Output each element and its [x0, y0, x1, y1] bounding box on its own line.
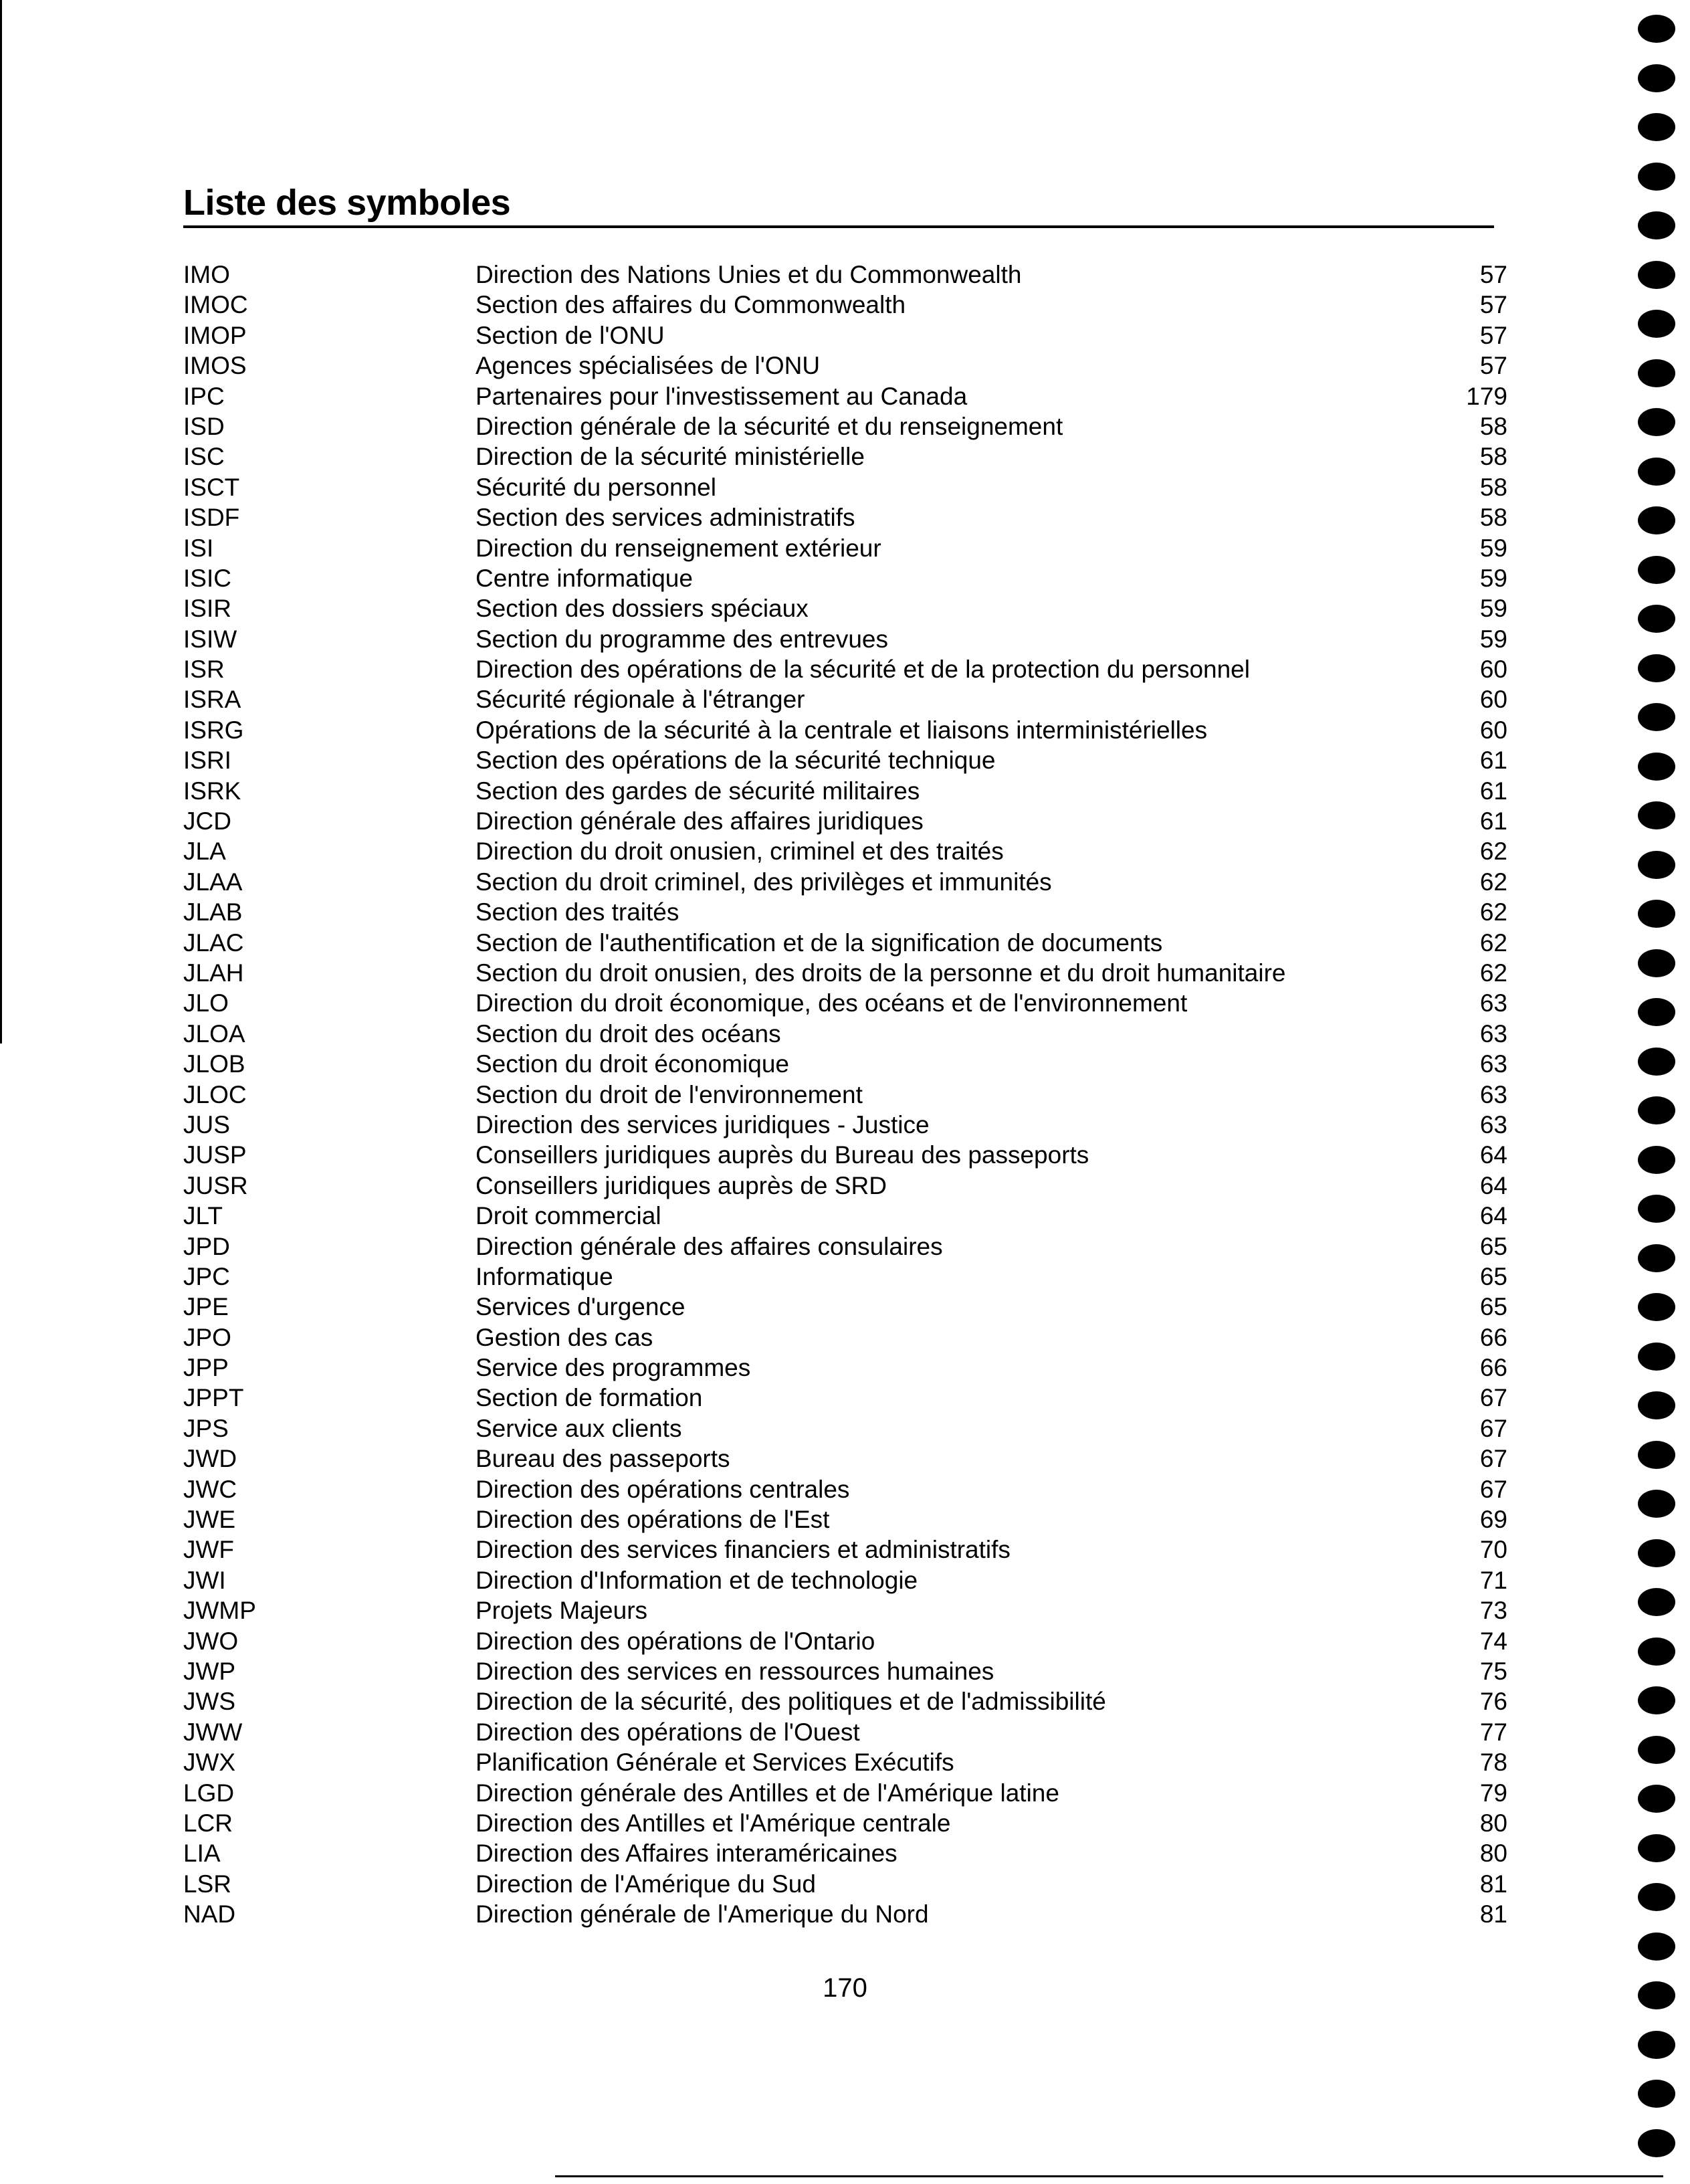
binding-hole	[1638, 15, 1675, 43]
list-item	[183, 381, 1507, 411]
symbol-page: 58	[1479, 443, 1507, 471]
list-item	[183, 1595, 1507, 1625]
symbol-description: Section des services administratifs	[476, 504, 855, 532]
binding-hole	[1638, 753, 1675, 781]
symbol-description: Section du droit économique	[476, 1050, 789, 1078]
symbol-description: Direction générale de la sécurité et du renseignement	[476, 412, 1063, 440]
list-item	[183, 563, 1507, 593]
symbol-code: JWE	[183, 1506, 236, 1534]
binding-hole	[1638, 458, 1675, 486]
list-item	[183, 1747, 1507, 1777]
page-left-edge	[0, 0, 2, 1044]
list-item	[183, 958, 1507, 988]
binding-hole	[1638, 113, 1675, 141]
symbol-description: Service des programmes	[476, 1354, 751, 1382]
symbol-page: 179	[1466, 382, 1507, 410]
symbol-page: 59	[1479, 625, 1507, 653]
list-item	[183, 1383, 1507, 1413]
binding-hole	[1638, 1490, 1675, 1518]
symbol-code: ISR	[183, 656, 225, 684]
symbol-description: Planification Générale et Services Exécutifs	[476, 1749, 954, 1777]
symbol-description: Direction des opérations de l'Ouest	[476, 1718, 860, 1746]
list-item	[183, 1201, 1507, 1231]
list-item	[183, 1717, 1507, 1747]
binding-hole	[1638, 1096, 1675, 1124]
symbol-page: 59	[1479, 595, 1507, 623]
symbol-code: IMOS	[183, 352, 247, 380]
binding-hole	[1638, 998, 1675, 1026]
symbol-description: Direction générale des affaires juridiques	[476, 807, 924, 835]
symbol-code: JWC	[183, 1475, 237, 1503]
binding-hole	[1638, 1981, 1675, 2009]
page-number: 170	[823, 1973, 867, 2003]
symbol-page: 81	[1479, 1900, 1507, 1928]
symbol-page: 66	[1479, 1323, 1507, 1351]
list-item	[183, 1656, 1507, 1686]
symbol-description: Partenaires pour l'investissement au Canada	[476, 382, 968, 410]
symbol-description: Projets Majeurs	[476, 1597, 648, 1625]
symbol-description: Sécurité du personnel	[476, 473, 716, 501]
binding-hole	[1638, 605, 1675, 633]
symbol-description: Section du programme des entrevues	[476, 625, 889, 653]
symbol-page: 62	[1479, 898, 1507, 926]
list-item	[183, 441, 1507, 472]
symbol-page: 79	[1479, 1779, 1507, 1807]
symbol-code: JLOC	[183, 1080, 247, 1108]
symbol-description: Sécurité régionale à l'étranger	[476, 686, 805, 714]
symbol-page: 58	[1479, 412, 1507, 440]
symbol-page: 57	[1479, 261, 1507, 288]
binding-hole	[1638, 1244, 1675, 1272]
symbol-code: JUSR	[183, 1171, 248, 1199]
binding-hole	[1638, 1195, 1675, 1223]
symbol-page: 63	[1479, 989, 1507, 1017]
symbol-code: IMOP	[183, 321, 247, 349]
list-item	[183, 1110, 1507, 1140]
symbol-code: JLA	[183, 837, 226, 866]
symbol-code: JLOA	[183, 1019, 245, 1048]
symbol-page: 65	[1479, 1262, 1507, 1290]
symbol-description: Section du droit des océans	[476, 1019, 781, 1048]
list-item	[183, 836, 1507, 866]
symbol-code: JLOB	[183, 1050, 245, 1078]
symbol-description: Gestion des cas	[476, 1323, 653, 1351]
symbol-page: 67	[1479, 1414, 1507, 1442]
symbol-description: Conseillers juridiques auprès du Bureau des passeports	[476, 1141, 1089, 1169]
symbol-page: 58	[1479, 473, 1507, 501]
symbol-description: Bureau des passeports	[476, 1445, 730, 1473]
list-item	[183, 654, 1507, 684]
symbol-code: JLT	[183, 1202, 223, 1230]
symbol-description: Direction d'Information et de technologie	[476, 1566, 918, 1594]
symbol-description: Direction des opérations de l'Ontario	[476, 1627, 875, 1655]
symbol-page: 74	[1479, 1627, 1507, 1655]
symbol-description: Opérations de la sécurité à la centrale et liaisons interministérielles	[476, 716, 1208, 744]
symbol-page: 63	[1479, 1110, 1507, 1138]
binding-hole	[1638, 64, 1675, 92]
symbol-page: 75	[1479, 1657, 1507, 1685]
binding-hole	[1638, 1343, 1675, 1371]
symbol-list	[183, 260, 1507, 1929]
symbol-description: Section des affaires du Commonwealth	[476, 291, 906, 319]
symbol-page: 59	[1479, 564, 1507, 592]
symbol-description: Section de l'authentification et de la signification de documents	[476, 928, 1163, 957]
symbol-description: Section de l'ONU	[476, 321, 665, 349]
symbol-code: IPC	[183, 382, 225, 410]
symbol-code: ISI	[183, 534, 214, 562]
symbol-description: Informatique	[476, 1262, 613, 1290]
symbol-code: JCD	[183, 807, 231, 835]
binding-hole	[1638, 1834, 1675, 1862]
symbol-code: JPP	[183, 1354, 229, 1382]
symbol-description: Direction du droit onusien, criminel et des traités	[476, 837, 1004, 866]
symbol-page: 78	[1479, 1749, 1507, 1777]
binding-hole	[1638, 1441, 1675, 1469]
symbol-page: 71	[1479, 1566, 1507, 1594]
symbol-page: 62	[1479, 928, 1507, 957]
binding-hole	[1638, 801, 1675, 829]
symbol-code: LIA	[183, 1840, 221, 1868]
binding-hole	[1638, 851, 1675, 879]
symbol-description: Section des dossiers spéciaux	[476, 595, 809, 623]
symbol-description: Direction du droit économique, des océans et de l'environnement	[476, 989, 1188, 1017]
symbol-code: ISIC	[183, 564, 231, 592]
symbol-code: JUS	[183, 1110, 230, 1138]
symbol-description: Direction des services en ressources humaines	[476, 1657, 994, 1685]
symbol-code: ISD	[183, 412, 225, 440]
symbol-page: 57	[1479, 321, 1507, 349]
symbol-code: JWI	[183, 1566, 226, 1594]
symbol-description: Section du droit onusien, des droits de la personne et du droit humanitaire	[476, 959, 1286, 987]
symbol-code: LSR	[183, 1870, 231, 1898]
symbol-code: JWMP	[183, 1597, 256, 1625]
symbol-description: Direction des opérations de la sécurité et de la protection du personnel	[476, 656, 1250, 684]
list-item	[183, 1049, 1507, 1079]
binding-hole	[1638, 1736, 1675, 1764]
symbol-description: Direction de l'Amérique du Sud	[476, 1870, 816, 1898]
binding-hole	[1638, 556, 1675, 584]
symbol-page: 70	[1479, 1536, 1507, 1564]
symbol-code: IMOC	[183, 291, 248, 319]
symbol-code: ISC	[183, 443, 225, 471]
symbol-page: 57	[1479, 291, 1507, 319]
list-item	[183, 1808, 1507, 1838]
symbol-code: ISIW	[183, 625, 237, 653]
symbol-description: Services d'urgence	[476, 1293, 685, 1321]
list-item	[183, 1140, 1507, 1170]
list-item	[183, 867, 1507, 897]
symbol-description: Direction de la sécurité ministérielle	[476, 443, 865, 471]
symbol-code: JLAH	[183, 959, 244, 987]
symbol-description: Direction générale des Antilles et de l'Amérique latine	[476, 1779, 1059, 1807]
list-item	[183, 745, 1507, 775]
symbol-page: 59	[1479, 534, 1507, 562]
list-item	[183, 1353, 1507, 1383]
symbol-code: JLAA	[183, 868, 243, 896]
symbol-page: 81	[1479, 1870, 1507, 1898]
list-item	[183, 1565, 1507, 1595]
list-item	[183, 1838, 1507, 1868]
symbol-page: 66	[1479, 1354, 1507, 1382]
symbol-page: 57	[1479, 352, 1507, 380]
symbol-page: 60	[1479, 656, 1507, 684]
spiral-binding	[1638, 0, 1678, 2184]
binding-hole	[1638, 310, 1675, 338]
symbol-description: Direction des opérations centrales	[476, 1475, 850, 1503]
symbol-description: Section des gardes de sécurité militaires	[476, 777, 920, 805]
list-item	[183, 1899, 1507, 1929]
list-item	[183, 988, 1507, 1018]
list-item	[183, 928, 1507, 958]
symbol-page: 73	[1479, 1597, 1507, 1625]
symbol-description: Direction des services financiers et administratifs	[476, 1536, 1011, 1564]
binding-hole	[1638, 900, 1675, 928]
list-item	[183, 1231, 1507, 1262]
symbol-code: JWO	[183, 1627, 239, 1655]
symbol-description: Direction des Antilles et l'Amérique centrale	[476, 1809, 951, 1837]
symbol-code: JWP	[183, 1657, 236, 1685]
symbol-code: JWX	[183, 1749, 236, 1777]
binding-hole	[1638, 211, 1675, 239]
list-item	[183, 1474, 1507, 1504]
symbol-description: Direction générale des affaires consulaires	[476, 1232, 943, 1260]
symbol-code: JPS	[183, 1414, 229, 1442]
binding-hole	[1638, 2031, 1675, 2059]
binding-hole	[1638, 1048, 1675, 1076]
symbol-code: ISDF	[183, 504, 240, 532]
symbol-page: 63	[1479, 1080, 1507, 1108]
symbol-code: IMO	[183, 261, 230, 288]
symbol-code: JWF	[183, 1536, 235, 1564]
symbol-description: Conseillers juridiques auprès de SRD	[476, 1171, 887, 1199]
symbol-description: Section de formation	[476, 1384, 703, 1412]
binding-hole	[1638, 261, 1675, 289]
binding-hole	[1638, 654, 1675, 682]
symbol-description: Section du droit de l'environnement	[476, 1080, 863, 1108]
list-item	[183, 290, 1507, 320]
symbol-page: 65	[1479, 1293, 1507, 1321]
symbol-page: 61	[1479, 807, 1507, 835]
list-item	[183, 1413, 1507, 1444]
symbol-page: 69	[1479, 1506, 1507, 1534]
list-item	[183, 624, 1507, 654]
binding-hole	[1638, 1637, 1675, 1666]
binding-hole	[1638, 1588, 1675, 1616]
symbol-page: 76	[1479, 1688, 1507, 1716]
list-item	[183, 320, 1507, 351]
list-item	[183, 351, 1507, 381]
symbol-page: 58	[1479, 504, 1507, 532]
symbol-page: 67	[1479, 1475, 1507, 1503]
symbol-code: JPD	[183, 1232, 230, 1260]
binding-hole	[1638, 703, 1675, 731]
list-item	[183, 411, 1507, 441]
symbol-code: ISRK	[183, 777, 241, 805]
list-item	[183, 806, 1507, 836]
symbol-code: ISIR	[183, 595, 231, 623]
symbol-description: Direction des opérations de l'Est	[476, 1506, 830, 1534]
list-item	[183, 1444, 1507, 1474]
symbol-description: Section des opérations de la sécurité technique	[476, 747, 996, 775]
binding-hole	[1638, 1686, 1675, 1714]
binding-hole	[1638, 408, 1675, 436]
list-item	[183, 1080, 1507, 1110]
symbol-description: Section des traités	[476, 898, 679, 926]
symbol-page: 65	[1479, 1232, 1507, 1260]
binding-hole	[1638, 1932, 1675, 1961]
list-item	[183, 1686, 1507, 1716]
binding-hole	[1638, 949, 1675, 977]
list-item	[183, 1778, 1507, 1808]
symbol-page: 60	[1479, 716, 1507, 744]
list-item	[183, 1534, 1507, 1565]
symbol-description: Section du droit criminel, des privilèges et immunités	[476, 868, 1052, 896]
binding-hole	[1638, 1539, 1675, 1567]
binding-hole	[1638, 163, 1675, 191]
symbol-page: 63	[1479, 1050, 1507, 1078]
symbol-code: JWS	[183, 1688, 236, 1716]
symbol-code: LGD	[183, 1779, 235, 1807]
symbol-code: JPC	[183, 1262, 230, 1290]
symbol-code: JWW	[183, 1718, 243, 1746]
binding-hole	[1638, 359, 1675, 387]
binding-hole	[1638, 1883, 1675, 1911]
symbol-page: 64	[1479, 1171, 1507, 1199]
symbol-page: 62	[1479, 868, 1507, 896]
binding-hole	[1638, 506, 1675, 534]
binding-hole	[1638, 1146, 1675, 1174]
symbol-description: Direction générale de l'Amerique du Nord	[476, 1900, 929, 1928]
page-title: Liste des symboles	[183, 183, 511, 223]
symbol-description: Agences spécialisées de l'ONU	[476, 352, 821, 380]
symbol-description: Service aux clients	[476, 1414, 682, 1442]
symbol-code: ISRI	[183, 747, 231, 775]
list-item	[183, 502, 1507, 532]
symbol-code: JUSP	[183, 1141, 247, 1169]
symbol-description: Direction des services juridiques - Justice	[476, 1110, 930, 1138]
list-item	[183, 684, 1507, 714]
symbol-page: 62	[1479, 959, 1507, 987]
list-item	[183, 1626, 1507, 1656]
list-item	[183, 260, 1507, 290]
symbol-code: JLO	[183, 989, 229, 1017]
symbol-description: Direction des Nations Unies et du Commonwealth	[476, 261, 1022, 288]
list-item	[183, 1292, 1507, 1322]
symbol-page: 62	[1479, 837, 1507, 866]
symbol-code: JPPT	[183, 1384, 244, 1412]
symbol-description: Direction du renseignement extérieur	[476, 534, 881, 562]
symbol-code: JLAB	[183, 898, 243, 926]
list-item	[183, 1171, 1507, 1201]
symbol-page: 77	[1479, 1718, 1507, 1746]
symbol-code: LCR	[183, 1809, 233, 1837]
symbol-code: JPO	[183, 1323, 231, 1351]
symbol-code: ISRG	[183, 716, 244, 744]
list-item	[183, 593, 1507, 623]
symbol-code: ISRA	[183, 686, 241, 714]
binding-hole	[1638, 2080, 1675, 2108]
symbol-page: 64	[1479, 1141, 1507, 1169]
symbol-code: JWD	[183, 1445, 237, 1473]
symbol-page: 67	[1479, 1384, 1507, 1412]
list-item	[183, 472, 1507, 502]
binding-hole	[1638, 1785, 1675, 1813]
list-item	[183, 1504, 1507, 1534]
list-item	[183, 1019, 1507, 1049]
symbol-description: Direction de la sécurité, des politiques et de l'admissibilité	[476, 1688, 1106, 1716]
list-item	[183, 715, 1507, 745]
symbol-description: Droit commercial	[476, 1202, 661, 1230]
list-item	[183, 533, 1507, 563]
binding-hole	[1638, 1293, 1675, 1321]
symbol-page: 61	[1479, 777, 1507, 805]
symbol-code: ISCT	[183, 473, 240, 501]
symbol-description: Centre informatique	[476, 564, 693, 592]
symbol-code: JPE	[183, 1293, 229, 1321]
symbol-page: 67	[1479, 1445, 1507, 1473]
title-underline	[183, 225, 1494, 228]
list-item	[183, 776, 1507, 806]
symbol-page: 80	[1479, 1809, 1507, 1837]
symbol-code: JLAC	[183, 928, 244, 957]
list-item	[183, 1869, 1507, 1899]
symbol-page: 61	[1479, 747, 1507, 775]
symbol-page: 80	[1479, 1840, 1507, 1868]
list-item	[183, 1322, 1507, 1353]
symbol-description: Direction des Affaires interaméricaines	[476, 1840, 897, 1868]
symbol-code: NAD	[183, 1900, 236, 1928]
binding-hole	[1638, 1391, 1675, 1419]
binding-hole	[1638, 2129, 1675, 2157]
list-item	[183, 897, 1507, 927]
bottom-edge-line	[555, 2175, 1663, 2177]
symbol-page: 60	[1479, 686, 1507, 714]
list-item	[183, 1262, 1507, 1292]
symbol-page: 64	[1479, 1202, 1507, 1230]
symbol-page: 63	[1479, 1019, 1507, 1048]
